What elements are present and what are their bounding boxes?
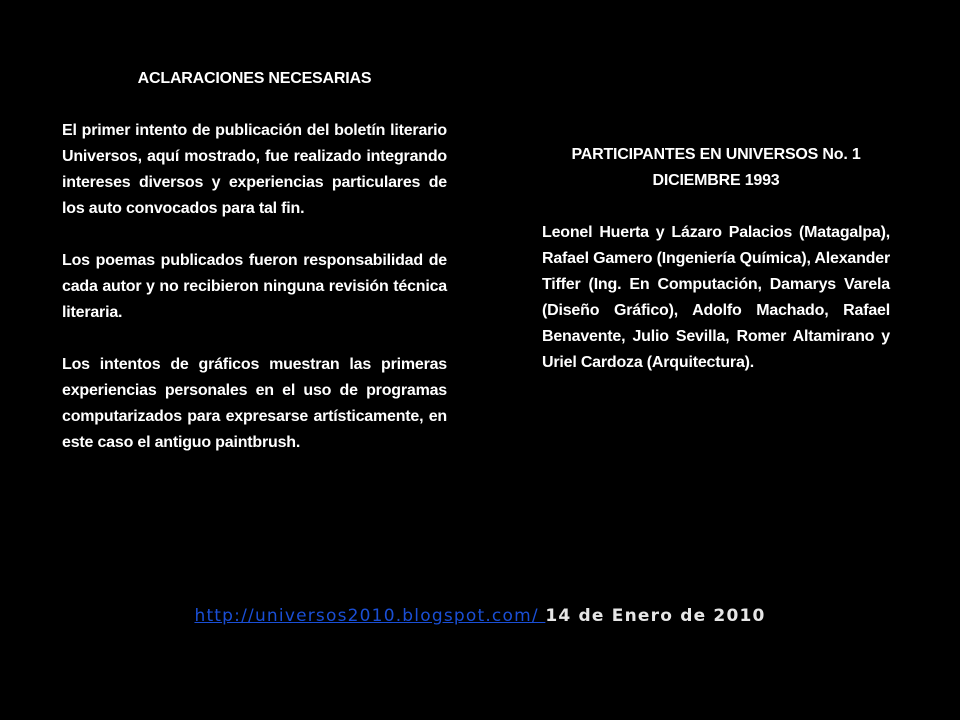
footer (0, 606, 960, 626)
participants-date: DICIEMBRE 1993 (652, 172, 780, 189)
notes-column (62, 66, 447, 456)
participants-title: PARTICIPANTES EN UNIVERSOS No. 1 (571, 146, 861, 163)
notes-paragraph-3: Los intentos de gráficos muestran las primeras experiencias personales en el uso de programas computarizados para expresarse artísticamente, en este caso el antiguo paintbrush. (62, 356, 447, 451)
footer-date: 14 de Enero de 2010 (545, 606, 766, 626)
notes-paragraph-1: El primer intento de publicación del boletín literario Universos, aquí mostrado, fue realizado integrando intereses diversos y experiencias particulares de los auto convocados para tal fin. (62, 122, 447, 217)
participants-list: Leonel Huerta y Lázaro Palacios (Matagalpa), Rafael Gamero (Ingeniería Química), Alexander Tiffer (Ing. En Computación, Damarys Varela (Diseño Gráfico), Adolfo Machado, Rafael Benavente, Julio Sevilla, Romer Altamirano y Uriel Cardoza (Arquitectura). (542, 224, 890, 371)
blog-link[interactable]: http://universos2010.blogspot.com/ (194, 606, 546, 626)
participants-column (542, 142, 890, 376)
notes-title: ACLARACIONES NECESARIAS (137, 70, 372, 87)
notes-paragraph-2: Los poemas publicados fueron responsabilidad de cada autor y no recibieron ninguna revisión técnica literaria. (62, 252, 447, 321)
